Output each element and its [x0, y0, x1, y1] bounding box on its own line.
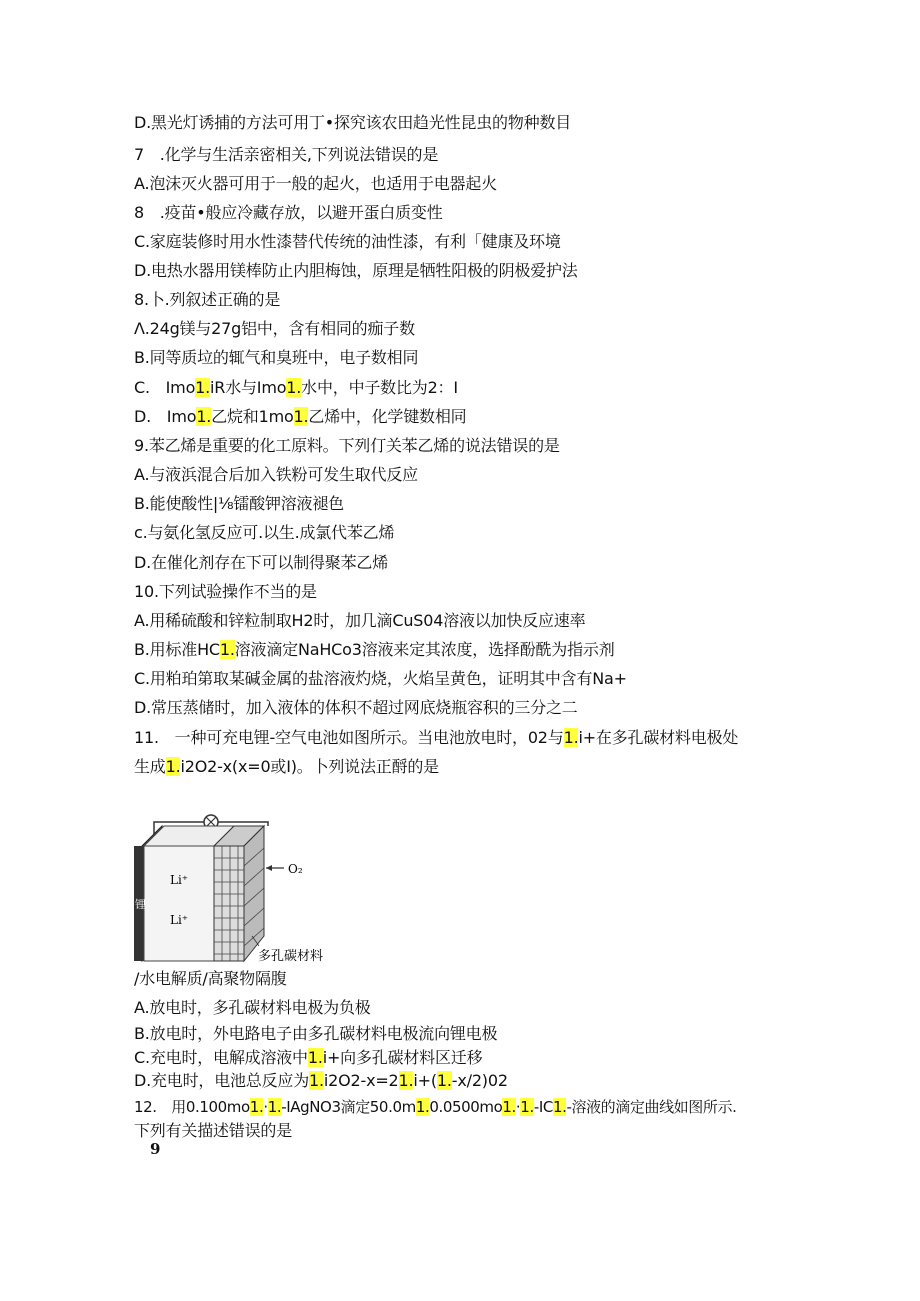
seg: 12. 用0.100mo: [134, 1098, 250, 1116]
text-line: [134, 757, 439, 777]
seg: 水中，中子数比为2：I: [301, 378, 458, 397]
text-line: C.家庭装修时用水性漆替代传统的油性漆，有利「健康及环境: [134, 232, 561, 251]
highlight: 1.: [415, 1098, 430, 1116]
text-line: A.泡沫灭火器可用于一般的起火，也适用于电器起火: [134, 174, 497, 193]
text-line: [134, 1071, 508, 1091]
seg: -x∕2)02: [451, 1071, 508, 1090]
text-line: Λ.24g镁与27g铝中，含有相同的痂子数: [134, 319, 415, 338]
question-10: 10.下列试验操作不当的是: [134, 582, 317, 601]
porous-carbon-label: 多孔碳材料: [258, 949, 324, 964]
highlight: 1.: [309, 1071, 324, 1090]
electrolyte: [144, 846, 214, 961]
seg: iR水与Imo: [210, 378, 287, 397]
text-line: 8 .疫苗•般应冷藏存放，以避开蛋白质变性: [134, 203, 443, 222]
seg: i2O2-x(x=0或I)。卜列说法正酹的是: [180, 757, 439, 776]
highlight: 1.: [398, 1071, 414, 1090]
text-line: D.常压蒸储时，加入液体的体积不超过网底烧瓶容积的三分之二: [134, 698, 578, 717]
highlight: 1.: [563, 728, 579, 747]
lithium-label: 锂: [135, 898, 146, 911]
seg: -IAgNO3滴定50.0m: [281, 1098, 416, 1116]
text-line: C.用粕珀第取某碱金属的盐溶液灼烧，火焰呈黄色，证明其中含有Na+: [134, 669, 627, 688]
seg: 11. 一种可充电锂-空气电池如图所示。当电池放电时，02与: [134, 728, 564, 747]
text-line: 下列有关描述错误的是: [134, 1121, 293, 1140]
highlight: 1.: [520, 1098, 534, 1116]
seg: 乙烷和1mo: [211, 407, 294, 426]
seg: B.用标准HC: [134, 640, 220, 659]
seg: -IC: [533, 1098, 553, 1116]
highlight: 1.: [195, 378, 211, 397]
seg: ·: [263, 1098, 268, 1116]
page-number: 9: [150, 1140, 161, 1158]
seg: i2O2-x=2: [323, 1071, 399, 1090]
porous-carbon: [214, 846, 244, 961]
highlight: 1.: [267, 1098, 282, 1116]
text-line: B.同等质垃的辄气和臭班中，电子数相同: [134, 348, 419, 367]
li-ion-label: Li⁺: [170, 873, 189, 887]
text-line: D.电热水器用镁棒防止内胆梅蚀，原理是牺牲阳极的阴极爱护法: [134, 261, 578, 280]
highlight: 1.: [219, 640, 235, 659]
question-11: [134, 728, 738, 748]
question-7: 7 .化学与生活亲密相关,下列说法错误的是: [134, 145, 439, 164]
figure-caption: /水电解质/高聚物隔腹: [134, 969, 287, 988]
text-line: [134, 1048, 482, 1068]
seg: i+向多孔碳材料区迁移: [322, 1048, 483, 1067]
seg: C.充电时，电解成溶液中: [134, 1048, 308, 1067]
text-line: c.与氨化氢反应可.以生.成氯代苯乙烯: [134, 523, 395, 542]
battery-diagram: [134, 786, 374, 966]
seg: 0.0500mo: [429, 1098, 503, 1116]
seg: 溶液滴定NaHCo3溶液来定其浓度，选择酚酰为指示剂: [234, 640, 615, 659]
li-ion-label: Li⁺: [170, 913, 189, 927]
highlight: 1.: [293, 407, 309, 426]
seg: i+(: [413, 1071, 437, 1090]
highlight: 1.: [196, 407, 212, 426]
seg: -溶液的滴定曲线如图所示.: [566, 1098, 737, 1116]
highlight: 1.: [286, 378, 302, 397]
text-line: A.放电时，多孔碳材料电极为负极: [134, 998, 371, 1017]
question-12: [134, 1097, 736, 1117]
highlight: 1.: [307, 1048, 323, 1067]
highlight: 1.: [436, 1071, 452, 1090]
text-line: B.能使酸性|⅛镭酸钾溶液褪色: [134, 494, 344, 513]
text-line: [134, 640, 615, 660]
text-line: B.放电时，外电路电子由多孔碳材料电极流向锂电极: [134, 1024, 498, 1043]
question-8: 8.卜.列叙述正确的是: [134, 290, 281, 309]
seg: i+在多孔碳材料电极处: [578, 728, 739, 747]
seg: C. Imo: [134, 378, 196, 397]
o2-label: O₂: [288, 862, 303, 876]
seg: D. Imo: [134, 407, 197, 426]
highlight: 1.: [249, 1098, 264, 1116]
seg: D.充电时，电池总反应为: [134, 1071, 310, 1090]
text-line: D.黑光灯诱捕的方法可用丁•探究该农田趋光性昆虫的物种数目: [134, 113, 572, 132]
text-line: A.用稀硫酸和锌粒制取H2时，加几滴CuS04溶液以加快反应速率: [134, 611, 586, 630]
seg: ·: [515, 1098, 521, 1116]
text-line: [134, 378, 458, 398]
text-line: D.在催化剂存在下可以制得聚苯乙烯: [134, 553, 389, 572]
question-9: 9.苯乙烯是重要的化工原料。下列仃关苯乙烯的说法错误的是: [134, 436, 560, 455]
highlight: 1.: [165, 757, 181, 776]
highlight: 1.: [502, 1098, 516, 1116]
text-line: A.与液浜混合后加入铁粉可发生取代反应: [134, 465, 418, 484]
seg: 乙烯中，化学键数相同: [308, 407, 467, 426]
highlight: 1.: [552, 1098, 567, 1116]
text-line: [134, 407, 466, 427]
seg: 生成: [134, 757, 166, 776]
